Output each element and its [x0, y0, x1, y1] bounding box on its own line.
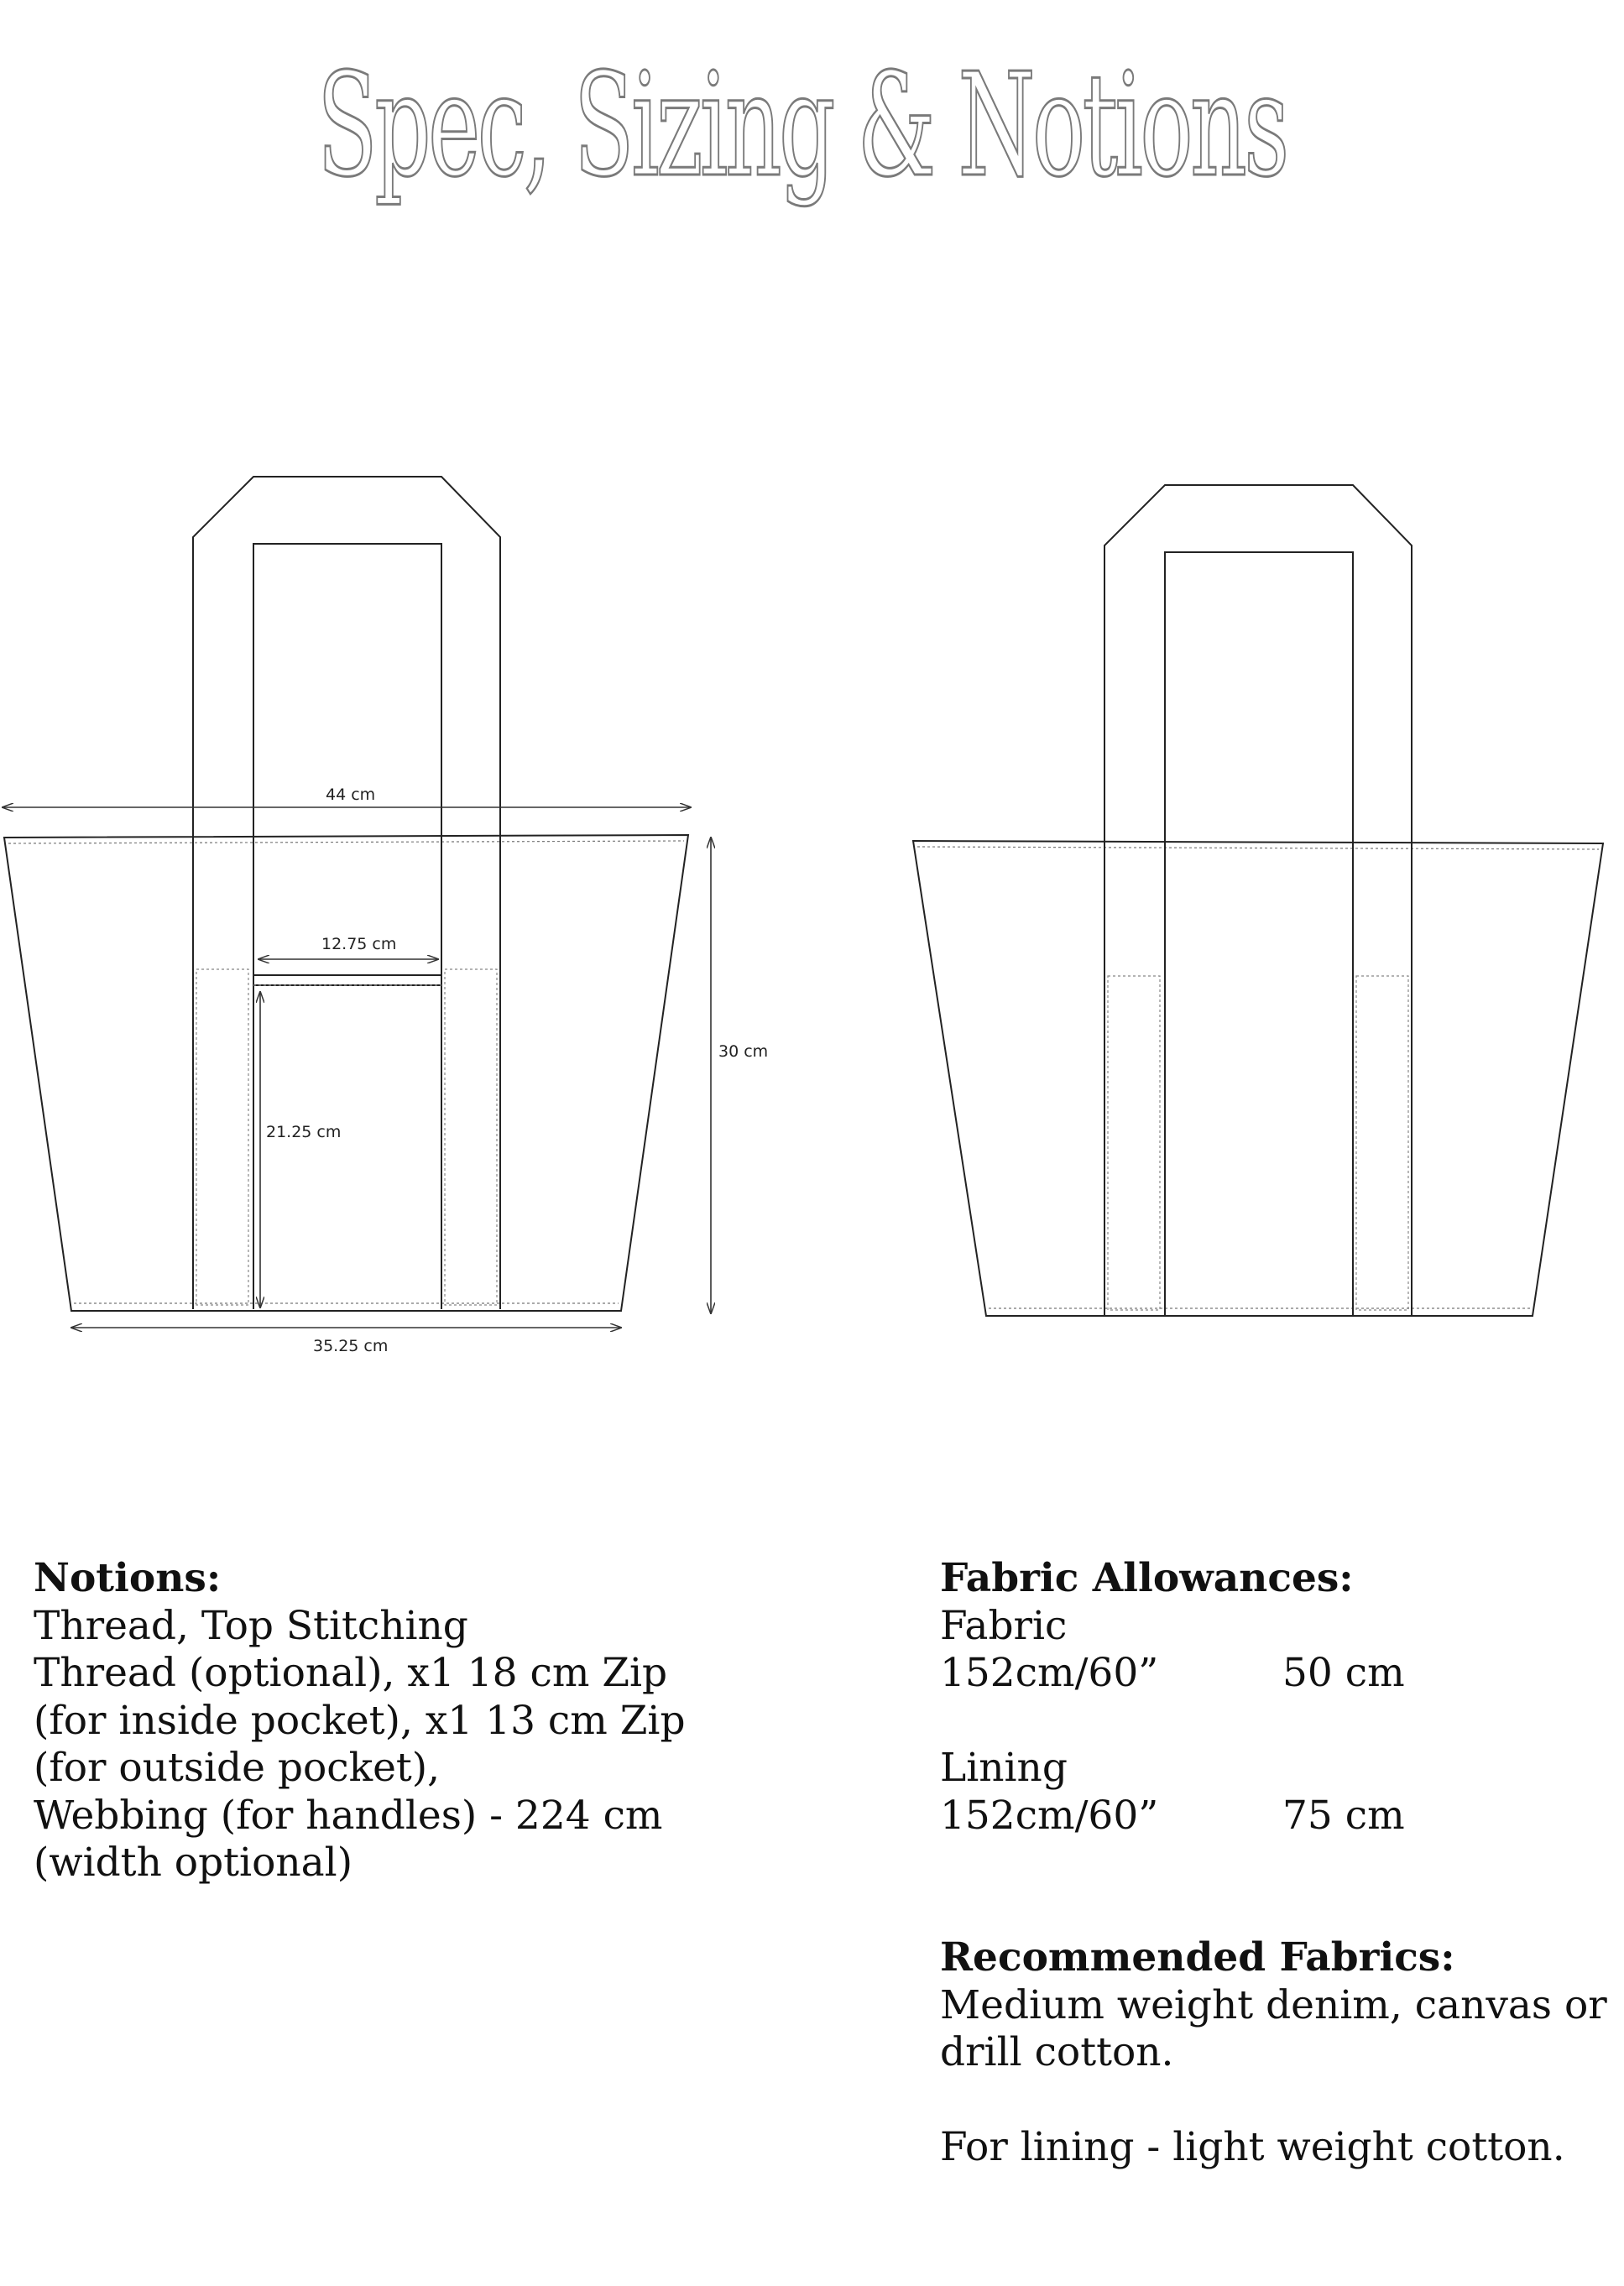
dim-top-width: 44 cm: [326, 785, 376, 804]
lining-amount: 75 cm: [1282, 1792, 1405, 1839]
back-handle-outer: [1104, 485, 1412, 1316]
dim-bottom-width: 35.25 cm: [313, 1337, 389, 1355]
notions-line: (for inside pocket), x1 13 cm Zip: [34, 1697, 686, 1744]
notions-line: Thread (optional), x1 18 cm Zip: [34, 1650, 668, 1696]
fabric-label: Fabric: [940, 1602, 1068, 1649]
fabric-width: 152cm/60”: [940, 1650, 1159, 1696]
page-title: Spec, Sizing & Notions: [316, 43, 1287, 209]
back-handle-inner: [1165, 552, 1353, 1316]
fabric-row: [940, 1650, 1607, 1698]
handle-stitch-left: [196, 969, 248, 1305]
fabric-section: [940, 1555, 1607, 2172]
lining-label: Lining: [940, 1745, 1068, 1791]
recommended-line: Medium weight denim, canvas or: [940, 1981, 1607, 2028]
front-view-bag: [4, 477, 688, 1311]
notions-section: [34, 1555, 686, 1887]
recommended-fabrics-heading: Recommended Fabrics:: [940, 1934, 1455, 1981]
back-bag-body: [913, 841, 1603, 1316]
lining-width: 152cm/60”: [940, 1792, 1159, 1839]
back-view-bag: [913, 485, 1603, 1316]
fabric-amount: 50 cm: [1282, 1650, 1405, 1696]
dim-pocket-width: 12.75 cm: [321, 935, 397, 953]
notions-heading: Notions:: [34, 1555, 222, 1601]
notions-line: (width optional): [34, 1840, 353, 1886]
front-handle-inner: [253, 544, 441, 1309]
dim-pocket-height: 21.25 cm: [266, 1123, 342, 1141]
lining-row: [940, 1793, 1607, 1840]
notions-line: (for outside pocket),: [34, 1745, 441, 1791]
pocket-zip: [253, 975, 441, 985]
front-handle-outer: [193, 477, 500, 1309]
lining-note: For lining - light weight cotton.: [940, 2124, 1565, 2170]
front-bag-body: [4, 835, 688, 1311]
dim-height: 30 cm: [718, 1042, 769, 1061]
handle-stitch-right: [445, 969, 497, 1305]
notions-line: Thread, Top Stitching: [34, 1602, 468, 1649]
fabric-allowances-heading: Fabric Allowances:: [940, 1555, 1354, 1601]
recommended-line: drill cotton.: [940, 2029, 1174, 2075]
notions-line: Webbing (for handles) - 224 cm: [34, 1792, 663, 1839]
